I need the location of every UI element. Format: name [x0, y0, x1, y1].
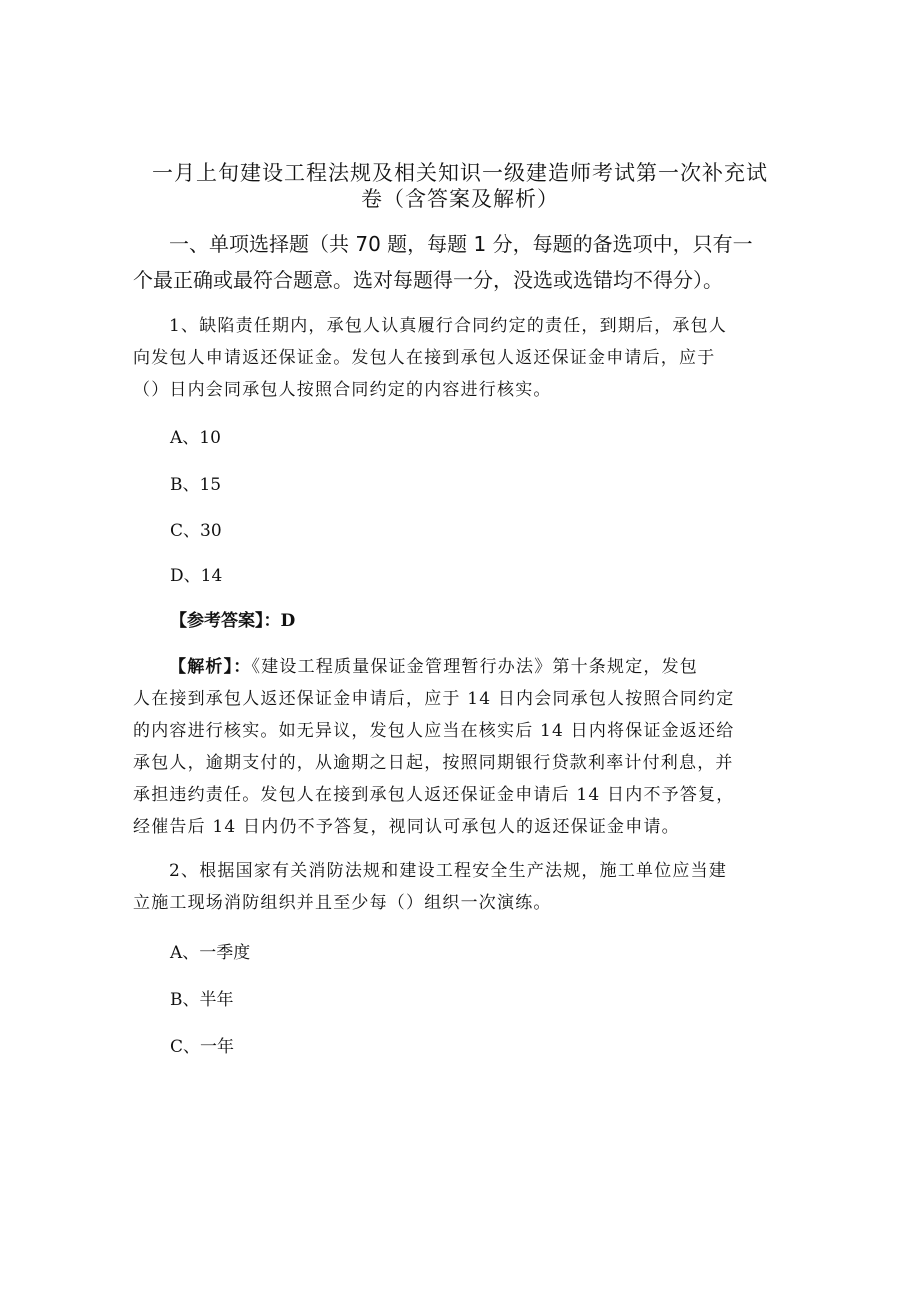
analysis-label: 【解析】： [169, 657, 252, 677]
section-heading-line-2: 个最正确或最符合题意。选对每题得一分，没选或选错均不得分）。 [133, 268, 723, 292]
question-1-stem-line: 1、缺陷责任期内，承包人认真履行合同约定的责任，到期后，承包人 [169, 316, 728, 336]
analysis-line: 经催告后 14 日内仍不予答复，视同认可承包人的返还保证金申请。 [133, 817, 680, 837]
question-1-analysis [133, 651, 793, 843]
question-2-stem [133, 855, 793, 919]
question-1-stem-line: 向发包人申请返还保证金。发包人在接到承包人返还保证金申请后，应于 [133, 348, 716, 368]
section-heading [133, 226, 793, 298]
analysis-text: 《建设工程质量保证金管理暂行办法》第十条规定，发包 [251, 657, 698, 677]
document-title-line-1: 一月上旬建设工程法规及相关知识一级建造师考试第一次补充试 [152, 161, 768, 185]
question-1-option-b: B、15 [170, 475, 222, 495]
question-1-answer [170, 609, 295, 633]
section-heading-line-1: 一、单项选择题（共 70 题，每题 1 分，每题的备选项中，只有一 [169, 232, 753, 256]
analysis-line: 承包人，逾期支付的，从逾期之日起，按照同期银行贷款利率计付利息，并 [133, 753, 734, 773]
analysis-line: 的内容进行核实。如无异议，发包人应当在核实后 14 日内将保证金返还给 [133, 721, 735, 741]
question-2-option-a: A、一季度 [170, 943, 251, 963]
analysis-line: 承担违约责任。发包人在接到承包人返还保证金申请后 14 日内不予答复， [133, 785, 735, 805]
question-1-option-c: C、30 [170, 521, 222, 541]
answer-label: 【参考答案】： [170, 611, 281, 631]
question-1-option-a: A、10 [170, 428, 221, 448]
question-2-stem-line: 立施工现场消防组织并且至少每（）组织一次演练。 [133, 893, 552, 913]
document-title-line-2: 卷（含答案及解析） [361, 187, 559, 211]
question-1-stem [133, 310, 793, 406]
question-2-stem-line: 2、根据国家有关消防法规和建设工程安全生产法规，施工单位应当建 [169, 861, 728, 881]
question-2-option-c: C、一年 [170, 1037, 235, 1057]
question-1-stem-line: （）日内会同承包人按照合同约定的内容进行核实。 [133, 380, 552, 400]
analysis-line: 人在接到承包人返还保证金申请后，应于 14 日内会同承包人按照合同约定 [133, 689, 735, 709]
analysis-line [133, 651, 793, 683]
question-2-option-b: B、半年 [170, 990, 234, 1010]
answer-value: D [280, 611, 296, 631]
question-1-option-d: D、14 [170, 566, 223, 586]
